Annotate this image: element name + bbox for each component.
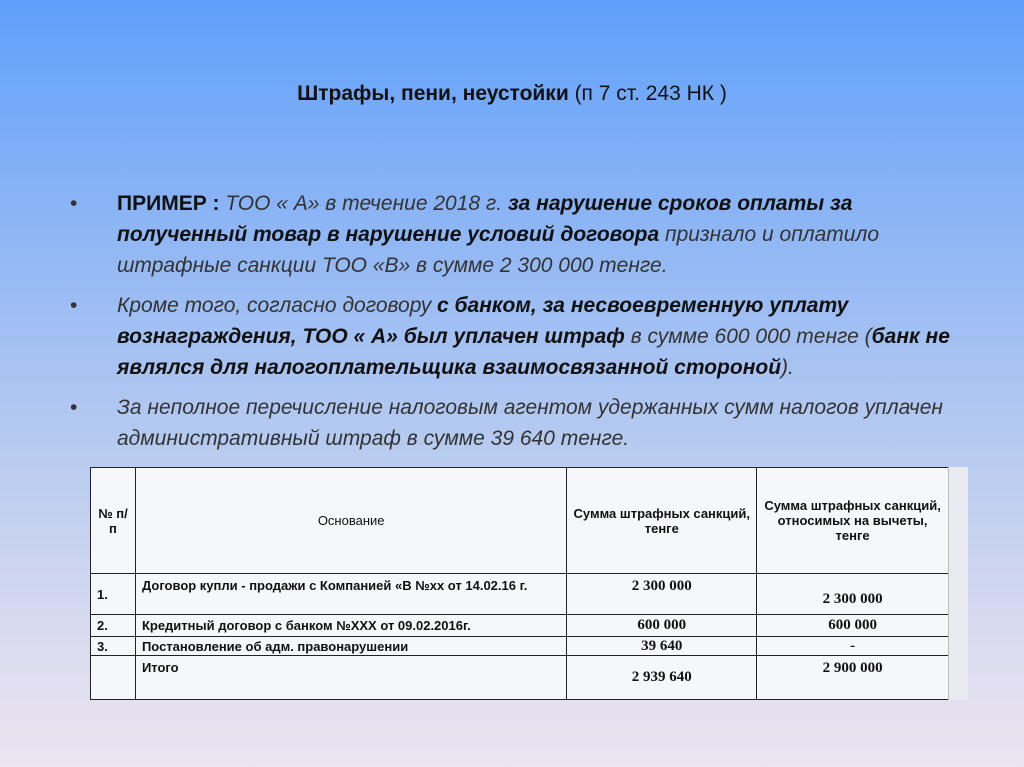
cell-num: 2. [91,615,136,637]
table-row [91,574,949,615]
slide-title-rest: (п 7 ст. 243 НК ) [568,82,727,105]
bullet-text: признало и оплатило штрафные санкции ТОО «В» в сумме 2 300 000 тенге. [117,223,880,277]
cell-sum: 2 300 000 [567,574,757,615]
slide-title-bold: Штрафы, пени, неустойки [297,82,569,105]
header-basis: Основание [135,468,566,574]
cell-num: 1. [91,574,136,615]
cell-basis: Итого [135,656,566,700]
bullet-text: ТОО « А» в течение 2018 г. [219,192,508,215]
penalty-table [90,467,949,700]
cell-deductible: 2 900 000 [757,656,949,700]
bullet-text: ). [781,356,794,379]
cell-deductible: 600 000 [757,615,949,637]
bullet-bold-text: с банком, за несвоевременную уплату вознаграждения, ТОО « А» был уплачен штраф [117,294,849,348]
bullet-item [70,188,970,281]
header-sum: Сумма штрафных санкций, тенге [567,468,757,574]
penalty-table-container [90,467,968,700]
example-label: ПРИМЕР : [117,192,220,215]
bullet-item [70,392,970,454]
bullet-dot-icon: • [70,396,78,419]
bullet-text: За неполное перечисление налоговым агентом удержанных сумм налогов уплачен административный штраф в сумме 39 640 тенге. [117,396,943,450]
table-row [91,615,949,637]
cell-sum: 2 939 640 [567,656,757,700]
bullet-text: в сумме 600 000 тенге ( [624,325,872,348]
cell-basis: Кредитный договор с банком №ХХХ от 09.02.2016г. [135,615,566,637]
bullet-dot-icon: • [70,192,78,215]
bullet-bold-text: за нарушение сроков оплаты за полученный товар в нарушение условий договора [117,192,853,246]
cell-sum: 39 640 [567,637,757,656]
cell-num [91,656,136,700]
bullet-bold-text: банк не являлся для налогоплательщика взаимосвязанной стороной [117,325,950,379]
bullet-list [70,188,970,463]
table-row [91,637,949,656]
cell-deductible: - [757,637,949,656]
table-header-row [91,468,949,574]
cell-sum: 600 000 [567,615,757,637]
bullet-item [70,290,970,383]
cell-basis: Договор купли - продажи с Компанией «В №хх от 14.02.16 г. [135,574,566,615]
header-num: № п/п [91,468,136,574]
cell-deductible: 2 300 000 [757,574,949,615]
slide-title [0,82,1024,106]
cell-basis: Постановление об адм. правонарушении [135,637,566,656]
header-deductible: Сумма штрафных санкций, относимых на вычеты, тенге [757,468,949,574]
table-row-total [91,656,949,700]
cell-num: 3. [91,637,136,656]
bullet-text: Кроме того, согласно договору [117,294,438,317]
bullet-dot-icon: • [70,294,78,317]
